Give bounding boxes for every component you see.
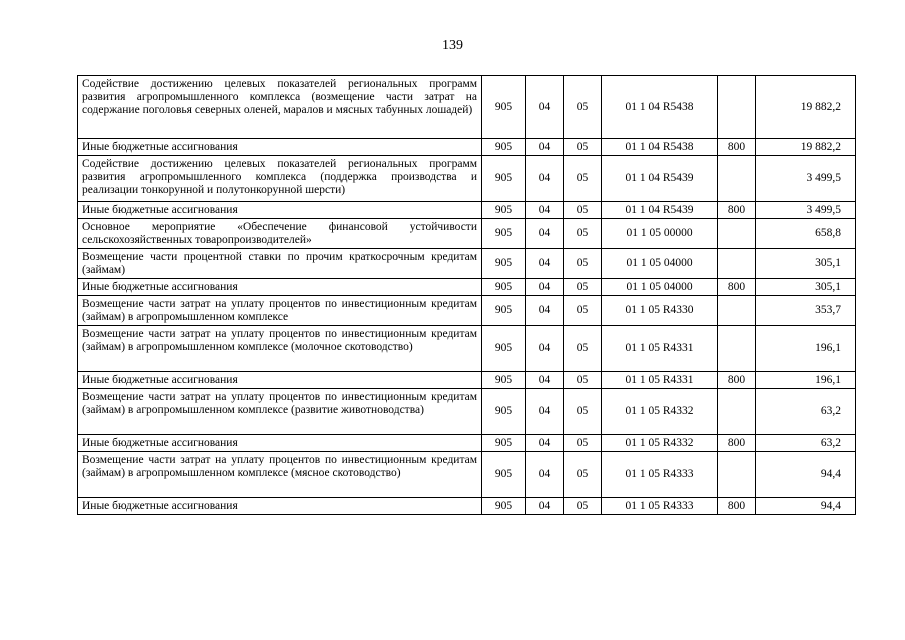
row-subsection-cell: 05: [564, 156, 602, 202]
row-name-cell: Содействие достижению целевых показателей региональных программ развития агропромышленного комплекса (поддержка производства и реализации тонкорунной и полутонкорунной шерсти): [78, 156, 482, 202]
row-grbs-cell: 905: [482, 279, 526, 296]
table-row: [78, 139, 856, 156]
row-amount-cell: 19 882,2: [756, 139, 856, 156]
row-expense-type-cell: 800: [718, 498, 756, 515]
table-row: [78, 498, 856, 515]
row-amount-cell: 305,1: [756, 249, 856, 279]
row-grbs-cell: 905: [482, 296, 526, 326]
table-row: [78, 326, 856, 372]
table-row: [78, 202, 856, 219]
row-expense-type-cell: [718, 219, 756, 249]
page-number: 139: [442, 38, 463, 53]
row-expense-type-cell: [718, 452, 756, 498]
row-name-cell: Иные бюджетные ассигнования: [78, 279, 482, 296]
row-name-cell: Возмещение части затрат на уплату процентов по инвестиционным кредитам (займам) в агропромышленном комплексе (развитие животноводства): [78, 389, 482, 435]
row-section-cell: 04: [526, 249, 564, 279]
row-target-article-cell: 01 1 05 R4333: [602, 498, 718, 515]
row-subsection-cell: 05: [564, 389, 602, 435]
row-amount-cell: 305,1: [756, 279, 856, 296]
row-section-cell: 04: [526, 452, 564, 498]
row-expense-type-cell: 800: [718, 435, 756, 452]
row-target-article-cell: 01 1 05 R4332: [602, 435, 718, 452]
row-name-cell: Содействие достижению целевых показателей региональных программ развития агропромышленного комплекса (возмещение части затрат на содержание поголовья северных оленей, маралов и мясных табунных лошадей): [78, 76, 482, 139]
row-section-cell: 04: [526, 372, 564, 389]
table-row: [78, 452, 856, 498]
row-section-cell: 04: [526, 389, 564, 435]
row-expense-type-cell: 800: [718, 279, 756, 296]
row-amount-cell: 63,2: [756, 389, 856, 435]
row-target-article-cell: 01 1 05 04000: [602, 279, 718, 296]
row-section-cell: 04: [526, 435, 564, 452]
row-expense-type-cell: [718, 249, 756, 279]
row-target-article-cell: 01 1 04 R5438: [602, 76, 718, 139]
row-expense-type-cell: [718, 296, 756, 326]
row-subsection-cell: 05: [564, 296, 602, 326]
row-grbs-cell: 905: [482, 219, 526, 249]
row-target-article-cell: 01 1 05 R4332: [602, 389, 718, 435]
row-name-cell: Возмещение части затрат на уплату процентов по инвестиционным кредитам (займам) в агропромышленном комплексе (молочное скотоводство): [78, 326, 482, 372]
row-grbs-cell: 905: [482, 326, 526, 372]
row-name-cell: Иные бюджетные ассигнования: [78, 139, 482, 156]
row-amount-cell: 196,1: [756, 372, 856, 389]
row-amount-cell: 353,7: [756, 296, 856, 326]
row-section-cell: 04: [526, 156, 564, 202]
row-grbs-cell: 905: [482, 202, 526, 219]
row-grbs-cell: 905: [482, 389, 526, 435]
row-target-article-cell: 01 1 04 R5439: [602, 202, 718, 219]
row-grbs-cell: 905: [482, 156, 526, 202]
table-row: [78, 435, 856, 452]
table-row: [78, 389, 856, 435]
row-subsection-cell: 05: [564, 76, 602, 139]
row-amount-cell: 19 882,2: [756, 76, 856, 139]
row-grbs-cell: 905: [482, 249, 526, 279]
row-target-article-cell: 01 1 05 04000: [602, 249, 718, 279]
row-section-cell: 04: [526, 202, 564, 219]
row-amount-cell: 3 499,5: [756, 156, 856, 202]
row-expense-type-cell: 800: [718, 372, 756, 389]
row-name-cell: Возмещение части затрат на уплату процентов по инвестиционным кредитам (займам) в агропромышленном комплексе: [78, 296, 482, 326]
row-grbs-cell: 905: [482, 452, 526, 498]
row-subsection-cell: 05: [564, 279, 602, 296]
row-subsection-cell: 05: [564, 372, 602, 389]
row-target-article-cell: 01 1 05 00000: [602, 219, 718, 249]
row-target-article-cell: 01 1 05 R4333: [602, 452, 718, 498]
row-section-cell: 04: [526, 326, 564, 372]
row-subsection-cell: 05: [564, 139, 602, 156]
row-grbs-cell: 905: [482, 435, 526, 452]
row-amount-cell: 196,1: [756, 326, 856, 372]
row-section-cell: 04: [526, 219, 564, 249]
row-amount-cell: 3 499,5: [756, 202, 856, 219]
table-row: [78, 219, 856, 249]
row-grbs-cell: 905: [482, 139, 526, 156]
row-target-article-cell: 01 1 05 R4330: [602, 296, 718, 326]
row-subsection-cell: 05: [564, 498, 602, 515]
row-target-article-cell: 01 1 05 R4331: [602, 372, 718, 389]
row-name-cell: Иные бюджетные ассигнования: [78, 435, 482, 452]
row-section-cell: 04: [526, 139, 564, 156]
row-grbs-cell: 905: [482, 498, 526, 515]
row-name-cell: Основное мероприятие «Обеспечение финансовой устойчивости сельскохозяйственных товаропроизводителей»: [78, 219, 482, 249]
row-name-cell: Иные бюджетные ассигнования: [78, 202, 482, 219]
row-expense-type-cell: [718, 389, 756, 435]
row-amount-cell: 94,4: [756, 452, 856, 498]
table-row: [78, 296, 856, 326]
row-expense-type-cell: 800: [718, 202, 756, 219]
row-expense-type-cell: [718, 156, 756, 202]
table-row: [78, 279, 856, 296]
row-subsection-cell: 05: [564, 202, 602, 219]
table-row: [78, 76, 856, 139]
table-row: [78, 372, 856, 389]
row-name-cell: Иные бюджетные ассигнования: [78, 372, 482, 389]
row-subsection-cell: 05: [564, 452, 602, 498]
row-subsection-cell: 05: [564, 249, 602, 279]
budget-table: [77, 75, 856, 515]
row-subsection-cell: 05: [564, 435, 602, 452]
row-expense-type-cell: [718, 326, 756, 372]
row-section-cell: 04: [526, 76, 564, 139]
row-section-cell: 04: [526, 296, 564, 326]
row-name-cell: Иные бюджетные ассигнования: [78, 498, 482, 515]
table-row: [78, 249, 856, 279]
row-subsection-cell: 05: [564, 326, 602, 372]
row-subsection-cell: 05: [564, 219, 602, 249]
row-expense-type-cell: 800: [718, 139, 756, 156]
row-amount-cell: 658,8: [756, 219, 856, 249]
row-target-article-cell: 01 1 04 R5439: [602, 156, 718, 202]
row-section-cell: 04: [526, 498, 564, 515]
row-expense-type-cell: [718, 76, 756, 139]
table-row: [78, 156, 856, 202]
row-grbs-cell: 905: [482, 76, 526, 139]
row-amount-cell: 94,4: [756, 498, 856, 515]
row-target-article-cell: 01 1 04 R5438: [602, 139, 718, 156]
row-name-cell: Возмещение части затрат на уплату процентов по инвестиционным кредитам (займам) в агропромышленном комплексе (мясное скотоводство): [78, 452, 482, 498]
row-target-article-cell: 01 1 05 R4331: [602, 326, 718, 372]
row-section-cell: 04: [526, 279, 564, 296]
row-name-cell: Возмещение части процентной ставки по прочим краткосрочным кредитам (займам): [78, 249, 482, 279]
row-grbs-cell: 905: [482, 372, 526, 389]
table-body: [78, 76, 856, 515]
row-amount-cell: 63,2: [756, 435, 856, 452]
